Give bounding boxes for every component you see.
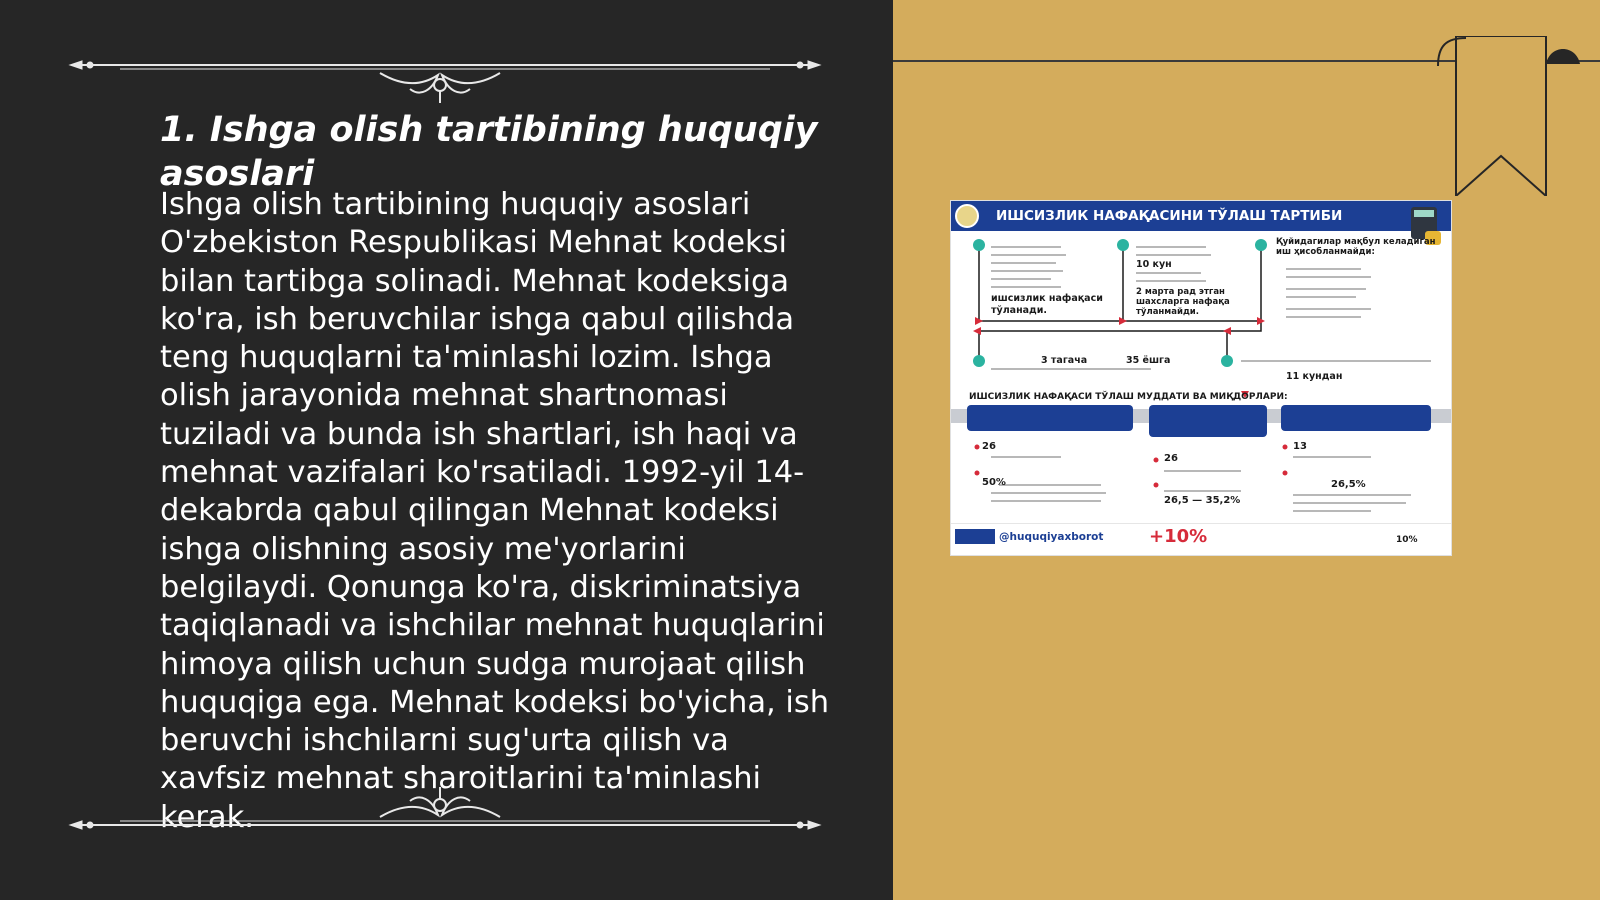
- column-1-number: 26: [982, 441, 996, 452]
- column-header-2: [1149, 405, 1267, 437]
- footer-percent: 10%: [1396, 535, 1418, 545]
- infographic-title: ИШСИЗЛИК НАФАҚАСИНИ ТЎЛАШ ТАРТИБИ: [996, 208, 1343, 224]
- infographic-image: [950, 200, 1452, 556]
- section-title: ИШСИЗЛИК НАФАҚАСИ ТЎЛАШ МУДДАТИ ВА МИҚДОРЛАРИ:: [969, 392, 1288, 402]
- step-2-text: 2 марта рад этган шахсларга нафақа тўланмайди.: [1136, 287, 1230, 317]
- telegram-handle: @huquqiyaxborot: [999, 531, 1104, 543]
- column-2-range: 26,5 — 35,2%: [1164, 495, 1241, 506]
- mid-left-age: 35 ёшга: [1126, 355, 1171, 366]
- bookmark-icon: [1436, 36, 1586, 196]
- column-2-number: 26: [1164, 453, 1178, 464]
- slide-body-text: Ishga olish tartibining huquqiy asoslari O'zbekiston Respublikasi Mehnat kodeksi bilan tartibga solinadi. Mehnat kodeksiga ko'ra, ish beruvchilar ishga qabul qilishda teng huquqlarni ta'minlashi lozim. Ishga olish jarayonida mehnat shartnomasi tuziladi va bunda ish shartlari, ish haqi va mehnat vazifalari ko'rsatiladi. 1992-yil 14-dekabrda qabul qilingan Mehnat kodeksi ishga olishning asosiy me'yorlarini belgilaydi. Qonunga ko'ra, diskriminatsiya taqiqlanadi va ishchilar mehnat huquqlarini himoya qilish uchun sudga murojaat qilish huquqiga ega. Mehnat kodeksi bo'yicha, ish beruvchi ishchilarni sug'urta qilish va xavfsiz mehnat sharoitlarini ta'minlashi kerak.: [160, 187, 830, 835]
- step-1-text: ишсизлик нафақаси тўланади.: [991, 293, 1103, 316]
- top-ornament-divider: [60, 45, 830, 105]
- slide-title: 1. Ishga olish tartibining huquqiy asoslari: [160, 110, 818, 194]
- telegram-icon: [955, 529, 995, 544]
- step-2-days: 10 кун: [1136, 259, 1172, 270]
- mid-right-days: 11 кундан: [1286, 371, 1343, 382]
- column-header-3: [1281, 405, 1431, 431]
- column-1-percent: 50%: [982, 477, 1006, 488]
- column-3-percent: 26,5%: [1331, 479, 1366, 490]
- column-3-number: 13: [1293, 441, 1307, 452]
- column-header-1: [967, 405, 1133, 431]
- mid-left-count: 3 тагача: [1041, 355, 1088, 366]
- bottom-ornament-divider: [60, 775, 830, 835]
- step-3-text: Қуйидагилар мақбул келадиган иш ҳисобланмайди:: [1276, 237, 1436, 257]
- increase-percent: +10%: [1149, 526, 1208, 547]
